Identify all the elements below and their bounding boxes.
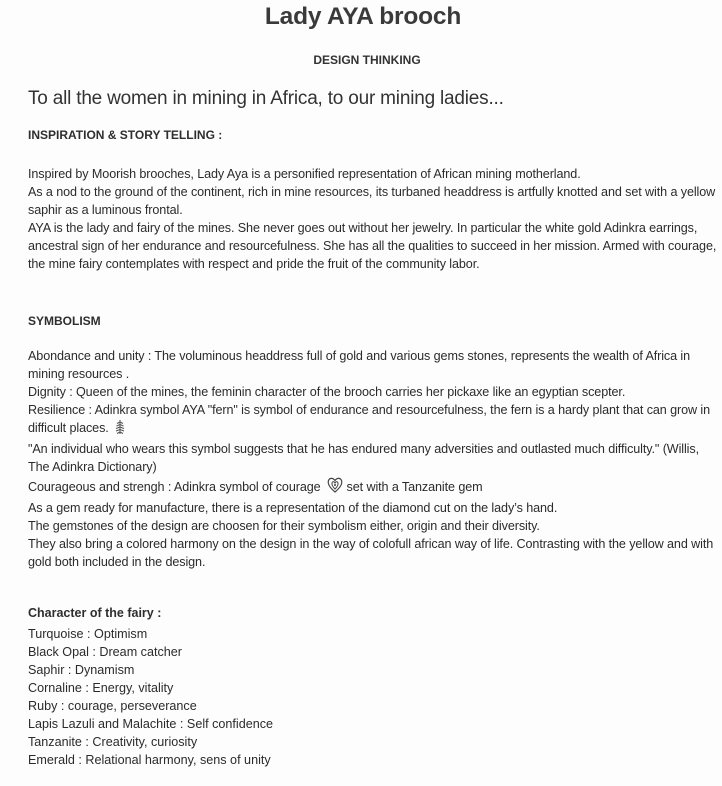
character-heading: Character of the fairy :	[28, 606, 162, 620]
list-item: Tanzanite : Creativity, curiosity	[28, 735, 198, 749]
symbolism-harmony: They also bring a colored harmony on the design in the way of colofull african way of life. Contrasting with the yellow and with gold both included in the design.	[28, 537, 714, 569]
symbolism-resilience	[28, 401, 718, 440]
list-item: Cornaline : Energy, vitality	[28, 681, 174, 695]
symbolism-abondance: Abondance and unity : The voluminous headdress full of gold and various gems stones, represents the wealth of Africa in mining resources .	[28, 349, 691, 381]
list-item: Turquoise : Optimism	[28, 627, 148, 641]
courage-text: Courageous and strengh : Adinkra symbol of courage	[28, 480, 321, 494]
resilience-text: Resilience : Adinkra symbol AYA "fern" is symbol of endurance and resourcefulness, the fern is a hardy plant that can grow in difficult places.	[28, 403, 711, 435]
dedication-tagline: To all the women in mining in Africa, to our mining ladies...	[28, 88, 504, 109]
symbolism-dignity: Dignity : Queen of the mines, the feminin character of the brooch carries her pickaxe like an egyptian scepter.	[28, 385, 626, 399]
symbolism-quote: "An individual who wears this symbol suggests that he has endured many adversities and outlasted much difficulty." (Willis, The Adinkra Dictionary)	[28, 442, 699, 474]
page-subtitle: DESIGN THINKING	[313, 53, 421, 67]
inspiration-paragraph: AYA is the lady and fairy of the mines. She never goes out without her jewelry. In particular the white gold Adinkra earrings, ancestral sign of her endurance and resourcefulness. She has all the qualities to succeed in her mission. Armed with courage, the mine fairy contemplates with respect and pride the fruit of the community labor.	[28, 221, 717, 271]
character-list	[28, 625, 273, 769]
list-item: Ruby : courage, perseverance	[28, 699, 197, 713]
list-item: Black Opal : Dream catcher	[28, 645, 182, 659]
fern-icon	[114, 419, 126, 440]
inspiration-heading: INSPIRATION & STORY TELLING :	[28, 128, 223, 142]
symbolism-heading: SYMBOLISM	[28, 314, 101, 328]
courage-knot-icon	[326, 476, 344, 499]
inspiration-paragraph: Inspired by Moorish brooches, Lady Aya is a personified representation of African mining motherland.	[28, 167, 581, 181]
symbolism-gemstones: The gemstones of the design are choosen for their symbolism either, origin and their diversity.	[28, 519, 540, 533]
list-item: Saphir : Dynamism	[28, 663, 135, 677]
list-item: Lapis Lazuli and Malachite : Self confidence	[28, 717, 274, 731]
inspiration-paragraph: As a nod to the ground of the continent, rich in mine resources, its turbaned headdress is artfully knotted and set with a yellow saphir as a luminous frontal.	[28, 185, 716, 217]
inspiration-text	[28, 165, 718, 273]
page-title: Lady AYA brooch	[264, 3, 462, 30]
symbolism-text	[28, 347, 718, 571]
list-item: Emerald : Relational harmony, sens of unity	[28, 753, 271, 767]
symbolism-gem-ready: As a gem ready for manufacture, there is a representation of the diamond cut on the lady’s hand.	[28, 501, 558, 515]
symbolism-courage	[28, 476, 718, 499]
courage-text-end: set with a Tanzanite gem	[346, 480, 483, 494]
